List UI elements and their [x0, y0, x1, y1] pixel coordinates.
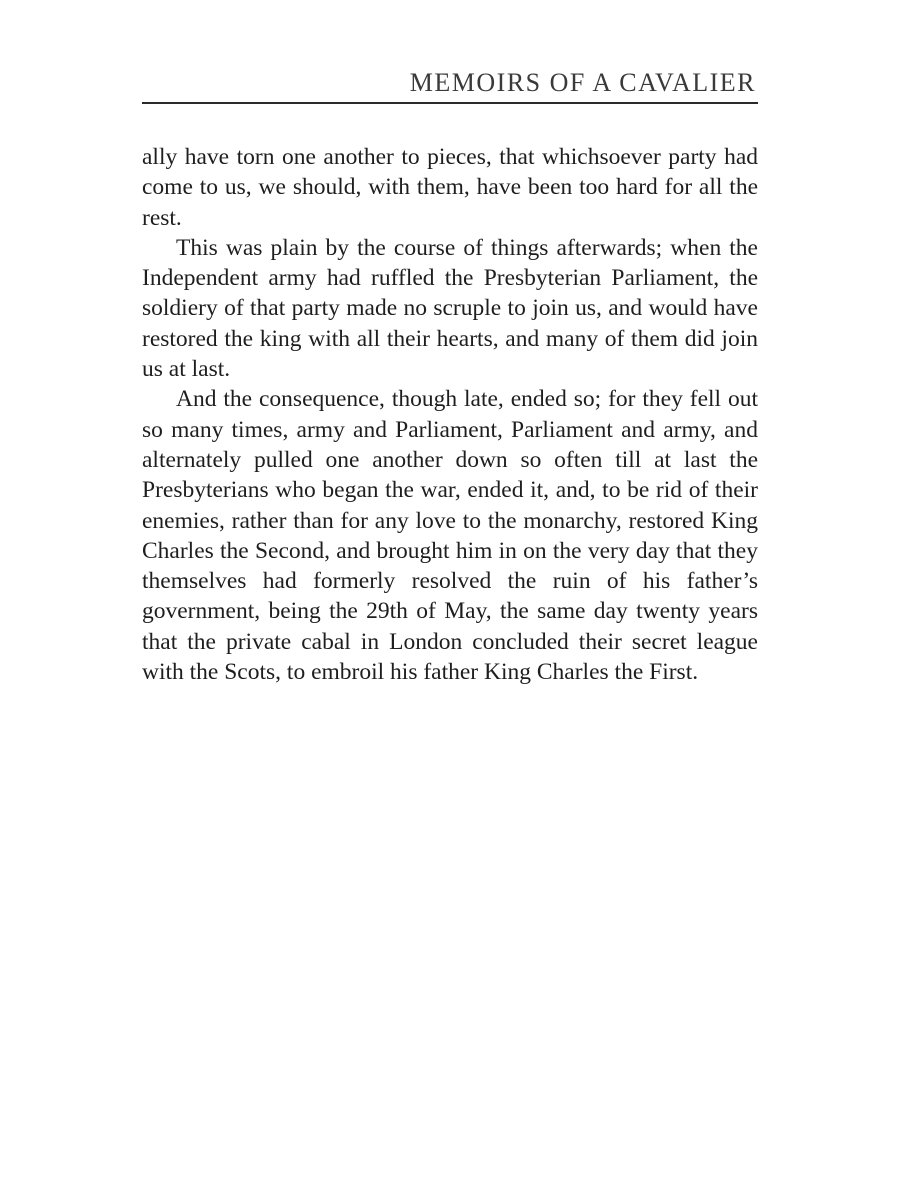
paragraph-continued: ally have torn one another to pieces, that whichsoever party had come to us, we should, with them, have been too hard for all the rest. [142, 144, 758, 231]
running-head-title: MEMOIRS OF A CAVALIER [409, 68, 756, 97]
running-head [142, 66, 758, 104]
body-text [142, 142, 758, 687]
paragraph: This was plain by the course of things afterwards; when the Independent army had ruffled the Presbyterian Parliament, the soldiery of that party made no scruple to join us, and would have restored the king with all their hearts, and many of them did join us at last. [142, 234, 758, 383]
paragraph: And the consequence, though late, ended so; for they fell out so many times, army and Parliament, Parliament and army, and alternately pulled one another down so often till at last the Presbyterians who began the war, ended it, and, to be rid of their enemies, rather than for any love to the monarchy, restored King Charles the Second, and brought him in on the very day that they themselves had formerly resolved the ruin of his father’s government, being the 29th of May, the same day twenty years that the private cabal in London concluded their secret league with the Scots, to embroil his father King Charles the First. [142, 386, 758, 686]
